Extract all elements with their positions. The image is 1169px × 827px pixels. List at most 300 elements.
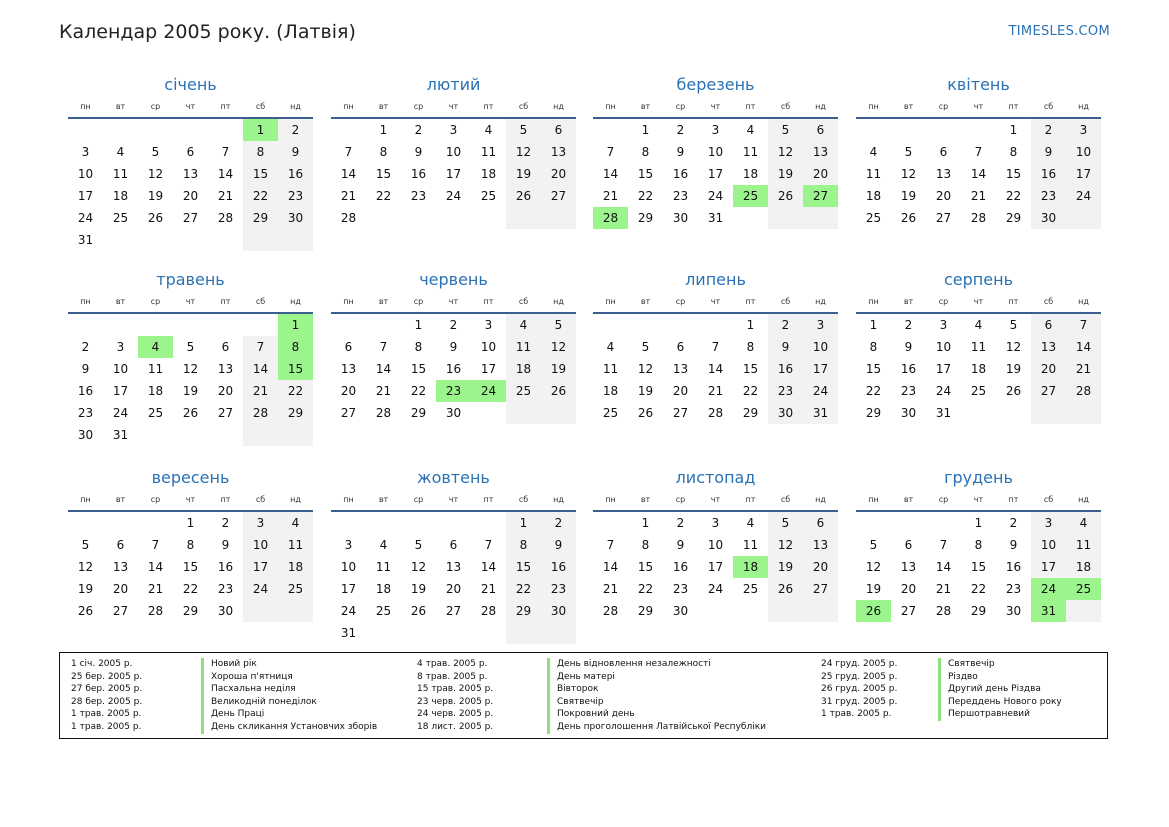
day-cell: 11 bbox=[480, 145, 497, 159]
empty-day-cell bbox=[103, 229, 138, 251]
day-cell: 14 bbox=[935, 560, 952, 574]
day-cell: 25 bbox=[742, 582, 759, 596]
holiday-date: 4 трав. 2005 р. bbox=[417, 659, 488, 669]
weekday-header: пн bbox=[331, 293, 366, 313]
day-cell: 17 bbox=[803, 358, 838, 380]
month-name: квітень bbox=[947, 75, 1010, 94]
day-cell: 17 bbox=[707, 167, 724, 181]
day-cell: 28 bbox=[243, 402, 278, 424]
day-cell: 26 bbox=[637, 406, 654, 420]
day-cell: 13 bbox=[1031, 336, 1066, 358]
day-cell: 2 bbox=[221, 516, 230, 530]
holiday-name: Другий день Різдва bbox=[938, 683, 1041, 696]
day-cell: 9 bbox=[768, 336, 803, 358]
day-cell: 21 bbox=[602, 189, 619, 203]
day-cell: 15 bbox=[637, 167, 654, 181]
day-cell: 27 bbox=[182, 211, 199, 225]
day-cell: 14 bbox=[375, 362, 392, 376]
day-cell: 13 bbox=[182, 167, 199, 181]
day-cell: 10 bbox=[1066, 141, 1101, 163]
day-cell: 5 bbox=[506, 118, 541, 141]
month-name: жовтень bbox=[417, 468, 490, 487]
empty-day-cell bbox=[138, 511, 173, 534]
holiday-date: 24 груд. 2005 р. bbox=[821, 659, 898, 669]
month-table bbox=[331, 98, 576, 229]
day-cell: 7 bbox=[151, 538, 160, 552]
day-cell: 1 bbox=[186, 516, 195, 530]
day-cell: 12 bbox=[410, 560, 427, 574]
day-cell: 23 bbox=[77, 406, 94, 420]
day-cell: 28 bbox=[935, 604, 952, 618]
empty-day-cell bbox=[436, 622, 471, 644]
day-cell: 4 bbox=[746, 123, 755, 137]
empty-day-cell bbox=[506, 402, 541, 424]
day-cell: 7 bbox=[379, 340, 388, 354]
day-cell: 24 bbox=[445, 189, 462, 203]
day-cell: 29 bbox=[637, 211, 654, 225]
week-row bbox=[856, 534, 1101, 556]
day-cell: 16 bbox=[445, 362, 462, 376]
day-cell: 23 bbox=[436, 380, 471, 402]
day-cell: 12 bbox=[865, 560, 882, 574]
day-cell: 24 bbox=[112, 406, 129, 420]
day-cell: 29 bbox=[278, 402, 313, 424]
day-cell: 10 bbox=[480, 340, 497, 354]
empty-day-cell bbox=[1066, 600, 1101, 622]
day-cell: 23 bbox=[278, 185, 313, 207]
day-cell: 3 bbox=[344, 538, 353, 552]
day-cell: 24 bbox=[1066, 185, 1101, 207]
day-cell: 27 bbox=[112, 604, 129, 618]
week-row bbox=[856, 207, 1101, 229]
day-cell: 10 bbox=[445, 145, 462, 159]
month-table bbox=[856, 293, 1101, 424]
day-cell: 23 bbox=[410, 189, 427, 203]
day-cell: 17 bbox=[1031, 556, 1066, 578]
weekday-header: вт bbox=[366, 491, 401, 511]
week-row bbox=[331, 556, 576, 578]
day-cell: 14 bbox=[480, 560, 497, 574]
empty-day-cell bbox=[856, 118, 891, 141]
day-cell: 9 bbox=[541, 534, 576, 556]
month-name: липень bbox=[685, 270, 746, 289]
day-cell: 17 bbox=[77, 189, 94, 203]
day-cell: 19 bbox=[865, 582, 882, 596]
day-cell: 30 bbox=[768, 402, 803, 424]
day-cell: 27 bbox=[803, 578, 838, 600]
day-cell: 12 bbox=[768, 534, 803, 556]
day-cell: 16 bbox=[672, 560, 689, 574]
day-cell: 3 bbox=[803, 313, 838, 336]
weekday-header: сб bbox=[243, 293, 278, 313]
day-cell: 3 bbox=[1066, 118, 1101, 141]
day-cell: 25 bbox=[602, 406, 619, 420]
day-cell: 2 bbox=[676, 123, 685, 137]
empty-day-cell bbox=[401, 207, 436, 229]
day-cell: 4 bbox=[379, 538, 388, 552]
empty-day-cell bbox=[331, 511, 366, 534]
day-cell: 18 bbox=[602, 384, 619, 398]
week-row bbox=[593, 380, 838, 402]
day-cell: 21 bbox=[602, 582, 619, 596]
day-cell: 28 bbox=[707, 406, 724, 420]
week-row bbox=[593, 556, 838, 578]
day-cell: 8 bbox=[506, 534, 541, 556]
day-cell: 1 bbox=[379, 123, 388, 137]
month-name: листопад bbox=[675, 468, 756, 487]
week-row bbox=[593, 336, 838, 358]
day-cell: 1 bbox=[278, 313, 313, 336]
weekday-header: вт bbox=[366, 293, 401, 313]
day-cell: 9 bbox=[449, 340, 458, 354]
day-cell: 22 bbox=[970, 582, 987, 596]
empty-day-cell bbox=[401, 511, 436, 534]
weekday-header: нд bbox=[1066, 98, 1101, 118]
day-cell: 8 bbox=[641, 538, 650, 552]
day-cell: 25 bbox=[1066, 578, 1101, 600]
week-row bbox=[68, 185, 313, 207]
weekday-header: нд bbox=[541, 491, 576, 511]
weekday-header: вт bbox=[628, 293, 663, 313]
week-row bbox=[68, 534, 313, 556]
month-name: грудень bbox=[944, 468, 1013, 487]
day-cell: 13 bbox=[112, 560, 129, 574]
week-row bbox=[68, 118, 313, 141]
weekday-header: нд bbox=[278, 293, 313, 313]
weekday-header: нд bbox=[803, 491, 838, 511]
weekday-header: пт bbox=[996, 491, 1031, 511]
day-cell: 11 bbox=[506, 336, 541, 358]
weekday-header: нд bbox=[541, 98, 576, 118]
day-cell: 14 bbox=[602, 560, 619, 574]
day-cell: 7 bbox=[974, 145, 983, 159]
day-cell: 10 bbox=[707, 145, 724, 159]
day-cell: 19 bbox=[637, 384, 654, 398]
day-cell: 31 bbox=[1031, 600, 1066, 622]
day-cell: 8 bbox=[243, 141, 278, 163]
day-cell: 28 bbox=[480, 604, 497, 618]
week-row bbox=[856, 163, 1101, 185]
weekday-header: ср bbox=[138, 98, 173, 118]
month-calendar bbox=[331, 269, 576, 424]
day-cell: 1 bbox=[641, 516, 650, 530]
day-cell: 6 bbox=[676, 340, 685, 354]
day-cell: 27 bbox=[672, 406, 689, 420]
day-cell: 2 bbox=[768, 313, 803, 336]
weekday-header: вт bbox=[103, 491, 138, 511]
day-cell: 5 bbox=[768, 118, 803, 141]
month-table bbox=[331, 491, 576, 644]
day-cell: 2 bbox=[676, 516, 685, 530]
day-cell: 22 bbox=[637, 189, 654, 203]
day-cell: 23 bbox=[672, 582, 689, 596]
month-calendar bbox=[856, 74, 1101, 229]
day-cell: 15 bbox=[742, 362, 759, 376]
day-cell: 4 bbox=[278, 511, 313, 534]
day-cell: 1 bbox=[414, 318, 423, 332]
day-cell: 12 bbox=[77, 560, 94, 574]
day-cell: 4 bbox=[484, 123, 493, 137]
day-cell: 20 bbox=[217, 384, 234, 398]
week-row bbox=[68, 141, 313, 163]
empty-day-cell bbox=[733, 207, 768, 229]
day-cell: 16 bbox=[77, 384, 94, 398]
week-row bbox=[856, 118, 1101, 141]
weekday-header: ср bbox=[401, 491, 436, 511]
week-row bbox=[331, 534, 576, 556]
week-row bbox=[593, 313, 838, 336]
day-cell: 1 bbox=[1009, 123, 1018, 137]
empty-day-cell bbox=[103, 313, 138, 336]
brand-link[interactable]: TIMESLES.COM bbox=[1008, 24, 1110, 39]
holiday-name: День матері bbox=[547, 671, 615, 684]
day-cell: 9 bbox=[1031, 141, 1066, 163]
day-cell: 10 bbox=[243, 534, 278, 556]
weekday-header: пт bbox=[208, 491, 243, 511]
day-cell: 9 bbox=[221, 538, 230, 552]
week-row bbox=[593, 402, 838, 424]
day-cell: 30 bbox=[445, 406, 462, 420]
day-cell: 23 bbox=[672, 189, 689, 203]
holiday-name: День Праці bbox=[201, 708, 264, 721]
month-table bbox=[593, 98, 838, 229]
weekday-header: пт bbox=[208, 98, 243, 118]
weekday-header: нд bbox=[803, 293, 838, 313]
day-cell: 16 bbox=[900, 362, 917, 376]
day-cell: 29 bbox=[182, 604, 199, 618]
day-cell: 13 bbox=[672, 362, 689, 376]
empty-day-cell bbox=[803, 207, 838, 229]
weekday-header: чт bbox=[698, 491, 733, 511]
day-cell: 25 bbox=[375, 604, 392, 618]
week-row bbox=[856, 511, 1101, 534]
day-cell: 27 bbox=[445, 604, 462, 618]
day-cell: 31 bbox=[935, 406, 952, 420]
day-cell: 11 bbox=[602, 362, 619, 376]
week-row bbox=[68, 424, 313, 446]
weekday-header: пн bbox=[68, 98, 103, 118]
day-cell: 2 bbox=[81, 340, 90, 354]
month-name: березень bbox=[676, 75, 755, 94]
day-cell: 23 bbox=[768, 380, 803, 402]
day-cell: 30 bbox=[541, 600, 576, 622]
day-cell: 2 bbox=[904, 318, 913, 332]
day-cell: 24 bbox=[935, 384, 952, 398]
empty-day-cell bbox=[278, 600, 313, 622]
week-row bbox=[331, 163, 576, 185]
month-calendar bbox=[331, 467, 576, 644]
day-cell: 4 bbox=[746, 516, 755, 530]
week-row bbox=[593, 141, 838, 163]
day-cell: 22 bbox=[410, 384, 427, 398]
day-cell: 17 bbox=[707, 560, 724, 574]
week-row bbox=[331, 622, 576, 644]
weekday-header: чт bbox=[173, 293, 208, 313]
day-cell: 23 bbox=[1005, 582, 1022, 596]
empty-day-cell bbox=[436, 207, 471, 229]
weekday-header: пт bbox=[733, 491, 768, 511]
day-cell: 22 bbox=[182, 582, 199, 596]
day-cell: 17 bbox=[445, 167, 462, 181]
empty-day-cell bbox=[593, 118, 628, 141]
week-row bbox=[68, 229, 313, 251]
day-cell: 22 bbox=[1005, 189, 1022, 203]
day-cell: 24 bbox=[707, 582, 724, 596]
month-calendar bbox=[593, 269, 838, 424]
day-cell: 18 bbox=[375, 582, 392, 596]
day-cell: 27 bbox=[541, 185, 576, 207]
holiday-date: 31 груд. 2005 р. bbox=[821, 696, 898, 707]
weekday-header: ср bbox=[926, 98, 961, 118]
weekday-header: вт bbox=[366, 98, 401, 118]
day-cell: 26 bbox=[506, 185, 541, 207]
weekday-header: чт bbox=[961, 98, 996, 118]
day-cell: 23 bbox=[900, 384, 917, 398]
day-cell: 11 bbox=[147, 362, 164, 376]
day-cell: 9 bbox=[676, 145, 685, 159]
holiday-name: Хороша п'ятниця bbox=[201, 671, 293, 684]
week-row bbox=[68, 402, 313, 424]
weekday-header: пн bbox=[68, 491, 103, 511]
weekday-header: вт bbox=[103, 293, 138, 313]
month-calendar bbox=[593, 74, 838, 229]
day-cell: 26 bbox=[900, 211, 917, 225]
weekday-header: пн bbox=[68, 293, 103, 313]
month-table bbox=[593, 293, 838, 424]
day-cell: 5 bbox=[541, 313, 576, 336]
day-cell: 30 bbox=[278, 207, 313, 229]
empty-day-cell bbox=[103, 511, 138, 534]
week-row bbox=[856, 556, 1101, 578]
weekday-header: вт bbox=[103, 98, 138, 118]
day-cell: 31 bbox=[707, 211, 724, 225]
day-cell: 8 bbox=[869, 340, 878, 354]
day-cell: 12 bbox=[147, 167, 164, 181]
month-name: червень bbox=[419, 270, 488, 289]
day-cell: 18 bbox=[1066, 556, 1101, 578]
day-cell: 7 bbox=[484, 538, 493, 552]
day-cell: 11 bbox=[970, 340, 987, 354]
day-cell: 20 bbox=[900, 582, 917, 596]
empty-day-cell bbox=[768, 600, 803, 622]
day-cell: 11 bbox=[865, 167, 882, 181]
empty-day-cell bbox=[506, 622, 541, 644]
month-calendar bbox=[68, 269, 313, 446]
empty-day-cell bbox=[961, 402, 996, 424]
holiday-name: День скликання Установчих зборів bbox=[201, 721, 377, 734]
empty-day-cell bbox=[891, 118, 926, 141]
weekday-header: пт bbox=[733, 293, 768, 313]
day-cell: 11 bbox=[278, 534, 313, 556]
day-cell: 25 bbox=[278, 578, 313, 600]
empty-day-cell bbox=[278, 229, 313, 251]
day-cell: 3 bbox=[1031, 511, 1066, 534]
day-cell: 11 bbox=[1066, 534, 1101, 556]
weekday-header: пт bbox=[996, 293, 1031, 313]
weekday-header: сб bbox=[506, 491, 541, 511]
day-cell: 15 bbox=[410, 362, 427, 376]
weekday-header: ср bbox=[401, 98, 436, 118]
empty-day-cell bbox=[173, 313, 208, 336]
day-cell: 19 bbox=[1005, 362, 1022, 376]
empty-day-cell bbox=[593, 511, 628, 534]
day-cell: 20 bbox=[340, 384, 357, 398]
empty-day-cell bbox=[856, 511, 891, 534]
day-cell: 7 bbox=[344, 145, 353, 159]
day-cell: 4 bbox=[138, 336, 173, 358]
day-cell: 5 bbox=[768, 511, 803, 534]
holiday-name: День проголошення Латвійської Республіки bbox=[547, 721, 766, 734]
week-row bbox=[331, 511, 576, 534]
day-cell: 26 bbox=[768, 185, 803, 207]
day-cell: 21 bbox=[970, 189, 987, 203]
day-cell: 18 bbox=[480, 167, 497, 181]
day-cell: 27 bbox=[1031, 380, 1066, 402]
week-row bbox=[593, 511, 838, 534]
day-cell: 31 bbox=[340, 626, 357, 640]
month-calendar bbox=[68, 467, 313, 622]
empty-day-cell bbox=[138, 118, 173, 141]
weekday-header: ср bbox=[663, 293, 698, 313]
weekday-header: пн bbox=[856, 491, 891, 511]
weekday-header: пт bbox=[208, 293, 243, 313]
holiday-name: Різдво bbox=[938, 671, 978, 684]
day-cell: 24 bbox=[471, 380, 506, 402]
holiday-name: Переддень Нового року bbox=[938, 696, 1062, 709]
weekday-header: пн bbox=[593, 98, 628, 118]
day-cell: 10 bbox=[1031, 534, 1066, 556]
day-cell: 16 bbox=[1005, 560, 1022, 574]
day-cell: 10 bbox=[803, 336, 838, 358]
empty-day-cell bbox=[1066, 402, 1101, 424]
week-row bbox=[68, 163, 313, 185]
holiday-date: 24 черв. 2005 р. bbox=[417, 709, 494, 720]
day-cell: 13 bbox=[935, 167, 952, 181]
empty-day-cell bbox=[243, 600, 278, 622]
day-cell: 29 bbox=[970, 604, 987, 618]
week-row bbox=[593, 358, 838, 380]
holiday-date: 1 трав. 2005 р. bbox=[71, 709, 142, 720]
day-cell: 6 bbox=[449, 538, 458, 552]
day-cell: 14 bbox=[340, 167, 357, 181]
day-cell: 15 bbox=[970, 560, 987, 574]
holiday-name: Святвечір bbox=[938, 658, 995, 671]
week-row bbox=[593, 185, 838, 207]
empty-day-cell bbox=[366, 207, 401, 229]
day-cell: 25 bbox=[480, 189, 497, 203]
weekday-header: вт bbox=[628, 491, 663, 511]
day-cell: 31 bbox=[803, 402, 838, 424]
month-name: січень bbox=[164, 75, 217, 94]
day-cell: 14 bbox=[1066, 336, 1101, 358]
day-cell: 7 bbox=[243, 336, 278, 358]
empty-day-cell bbox=[506, 207, 541, 229]
empty-day-cell bbox=[243, 229, 278, 251]
empty-day-cell bbox=[471, 511, 506, 534]
day-cell: 15 bbox=[865, 362, 882, 376]
week-row bbox=[856, 380, 1101, 402]
day-cell: 8 bbox=[186, 538, 195, 552]
day-cell: 30 bbox=[1031, 207, 1066, 229]
day-cell: 2 bbox=[414, 123, 423, 137]
day-cell: 7 bbox=[1066, 313, 1101, 336]
day-cell: 6 bbox=[803, 118, 838, 141]
week-row bbox=[856, 578, 1101, 600]
day-cell: 3 bbox=[449, 123, 458, 137]
weekday-header: ср bbox=[138, 293, 173, 313]
day-cell: 17 bbox=[1066, 163, 1101, 185]
day-cell: 16 bbox=[672, 167, 689, 181]
